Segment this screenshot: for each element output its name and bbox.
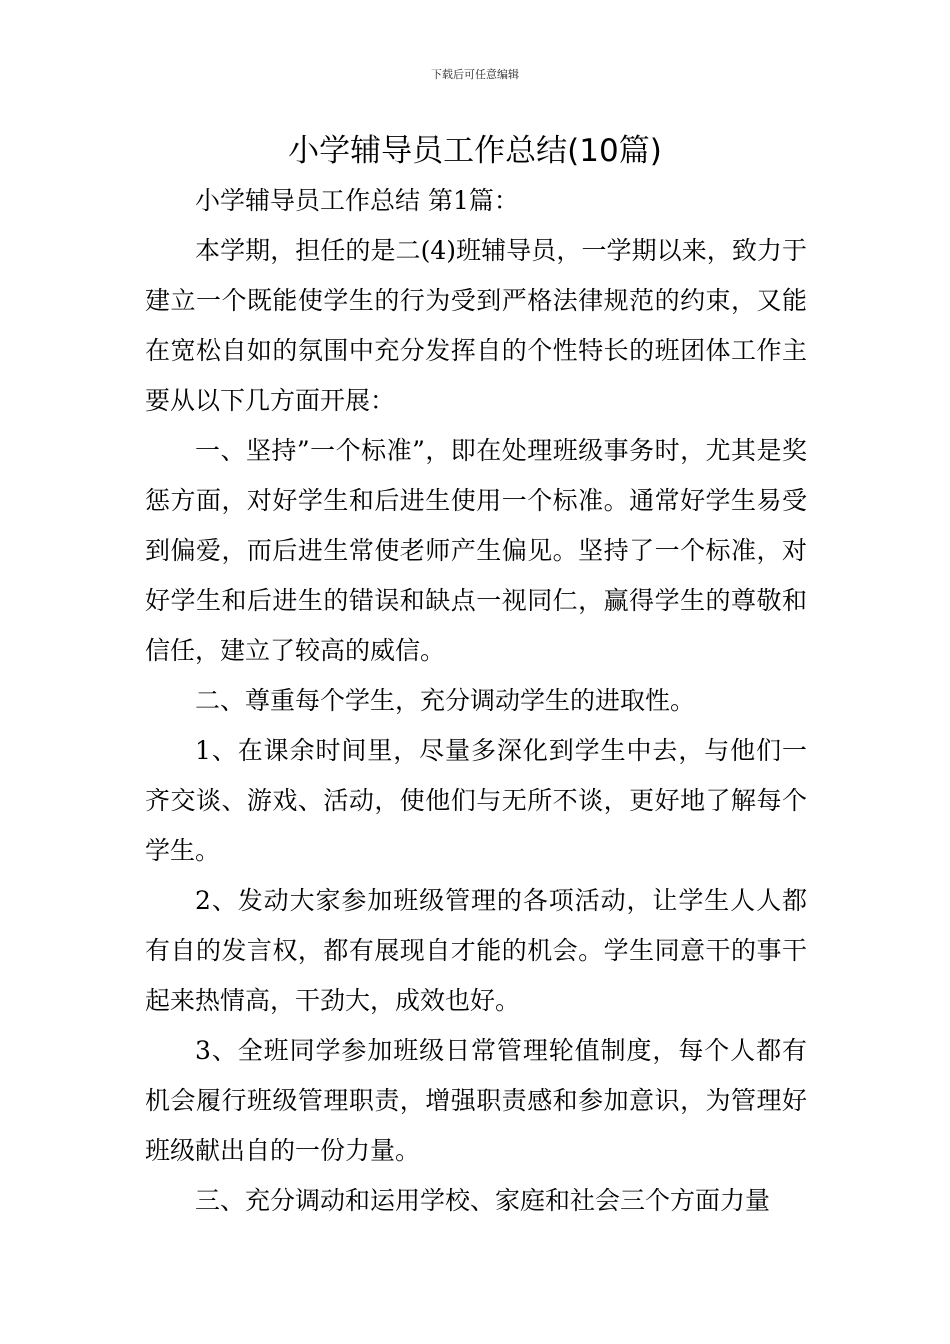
document-body xyxy=(145,176,807,1226)
document-title: 小学辅导员工作总结(10篇) xyxy=(288,133,662,169)
paragraph: 一、坚持”一个标准”，即在处理班级事务时，尤其是奖惩方面，对好学生和后进生使用一个标准。通常好学生易受到偏爱，而后进生常使老师产生偏见。坚持了一个标准，对好学生和后进生的错误和缺点一视同仁，赢得学生的尊敬和信任，建立了较高的威信。 xyxy=(145,436,807,665)
paragraph: 三、充分调动和运用学校、家庭和社会三个方面力量 xyxy=(195,1186,771,1215)
paragraph: 本学期，担任的是二(4)班辅导员，一学期以来，致力于建立一个既能使学生的行为受到严格法律规范的约束，又能在宽松自如的氛围中充分发挥自的个性特长的班团体工作主要从以下几方面开展： xyxy=(145,236,807,415)
paragraph: 2、发动大家参加班级管理的各项活动，让学生人人都有自的发言权，都有展现自才能的机会。学生同意干的事干起来热情高，干劲大，成效也好。 xyxy=(145,886,807,1015)
paragraph: 二、尊重每个学生，充分调动学生的进取性。 xyxy=(195,686,696,715)
page-header-note: 下载后可任意编辑 xyxy=(431,68,519,81)
paragraph: 1、在课余时间里，尽量多深化到学生中去，与他们一齐交谈、游戏、活动，使他们与无所不谈，更好地了解每个学生。 xyxy=(145,736,807,865)
section-heading: 小学辅导员工作总结 第1篇： xyxy=(195,186,519,215)
paragraph: 3、全班同学参加班级日常管理轮值制度，每个人都有机会履行班级管理职责，增强职责感和参加意识，为管理好班级献出自的一份力量。 xyxy=(145,1036,807,1165)
